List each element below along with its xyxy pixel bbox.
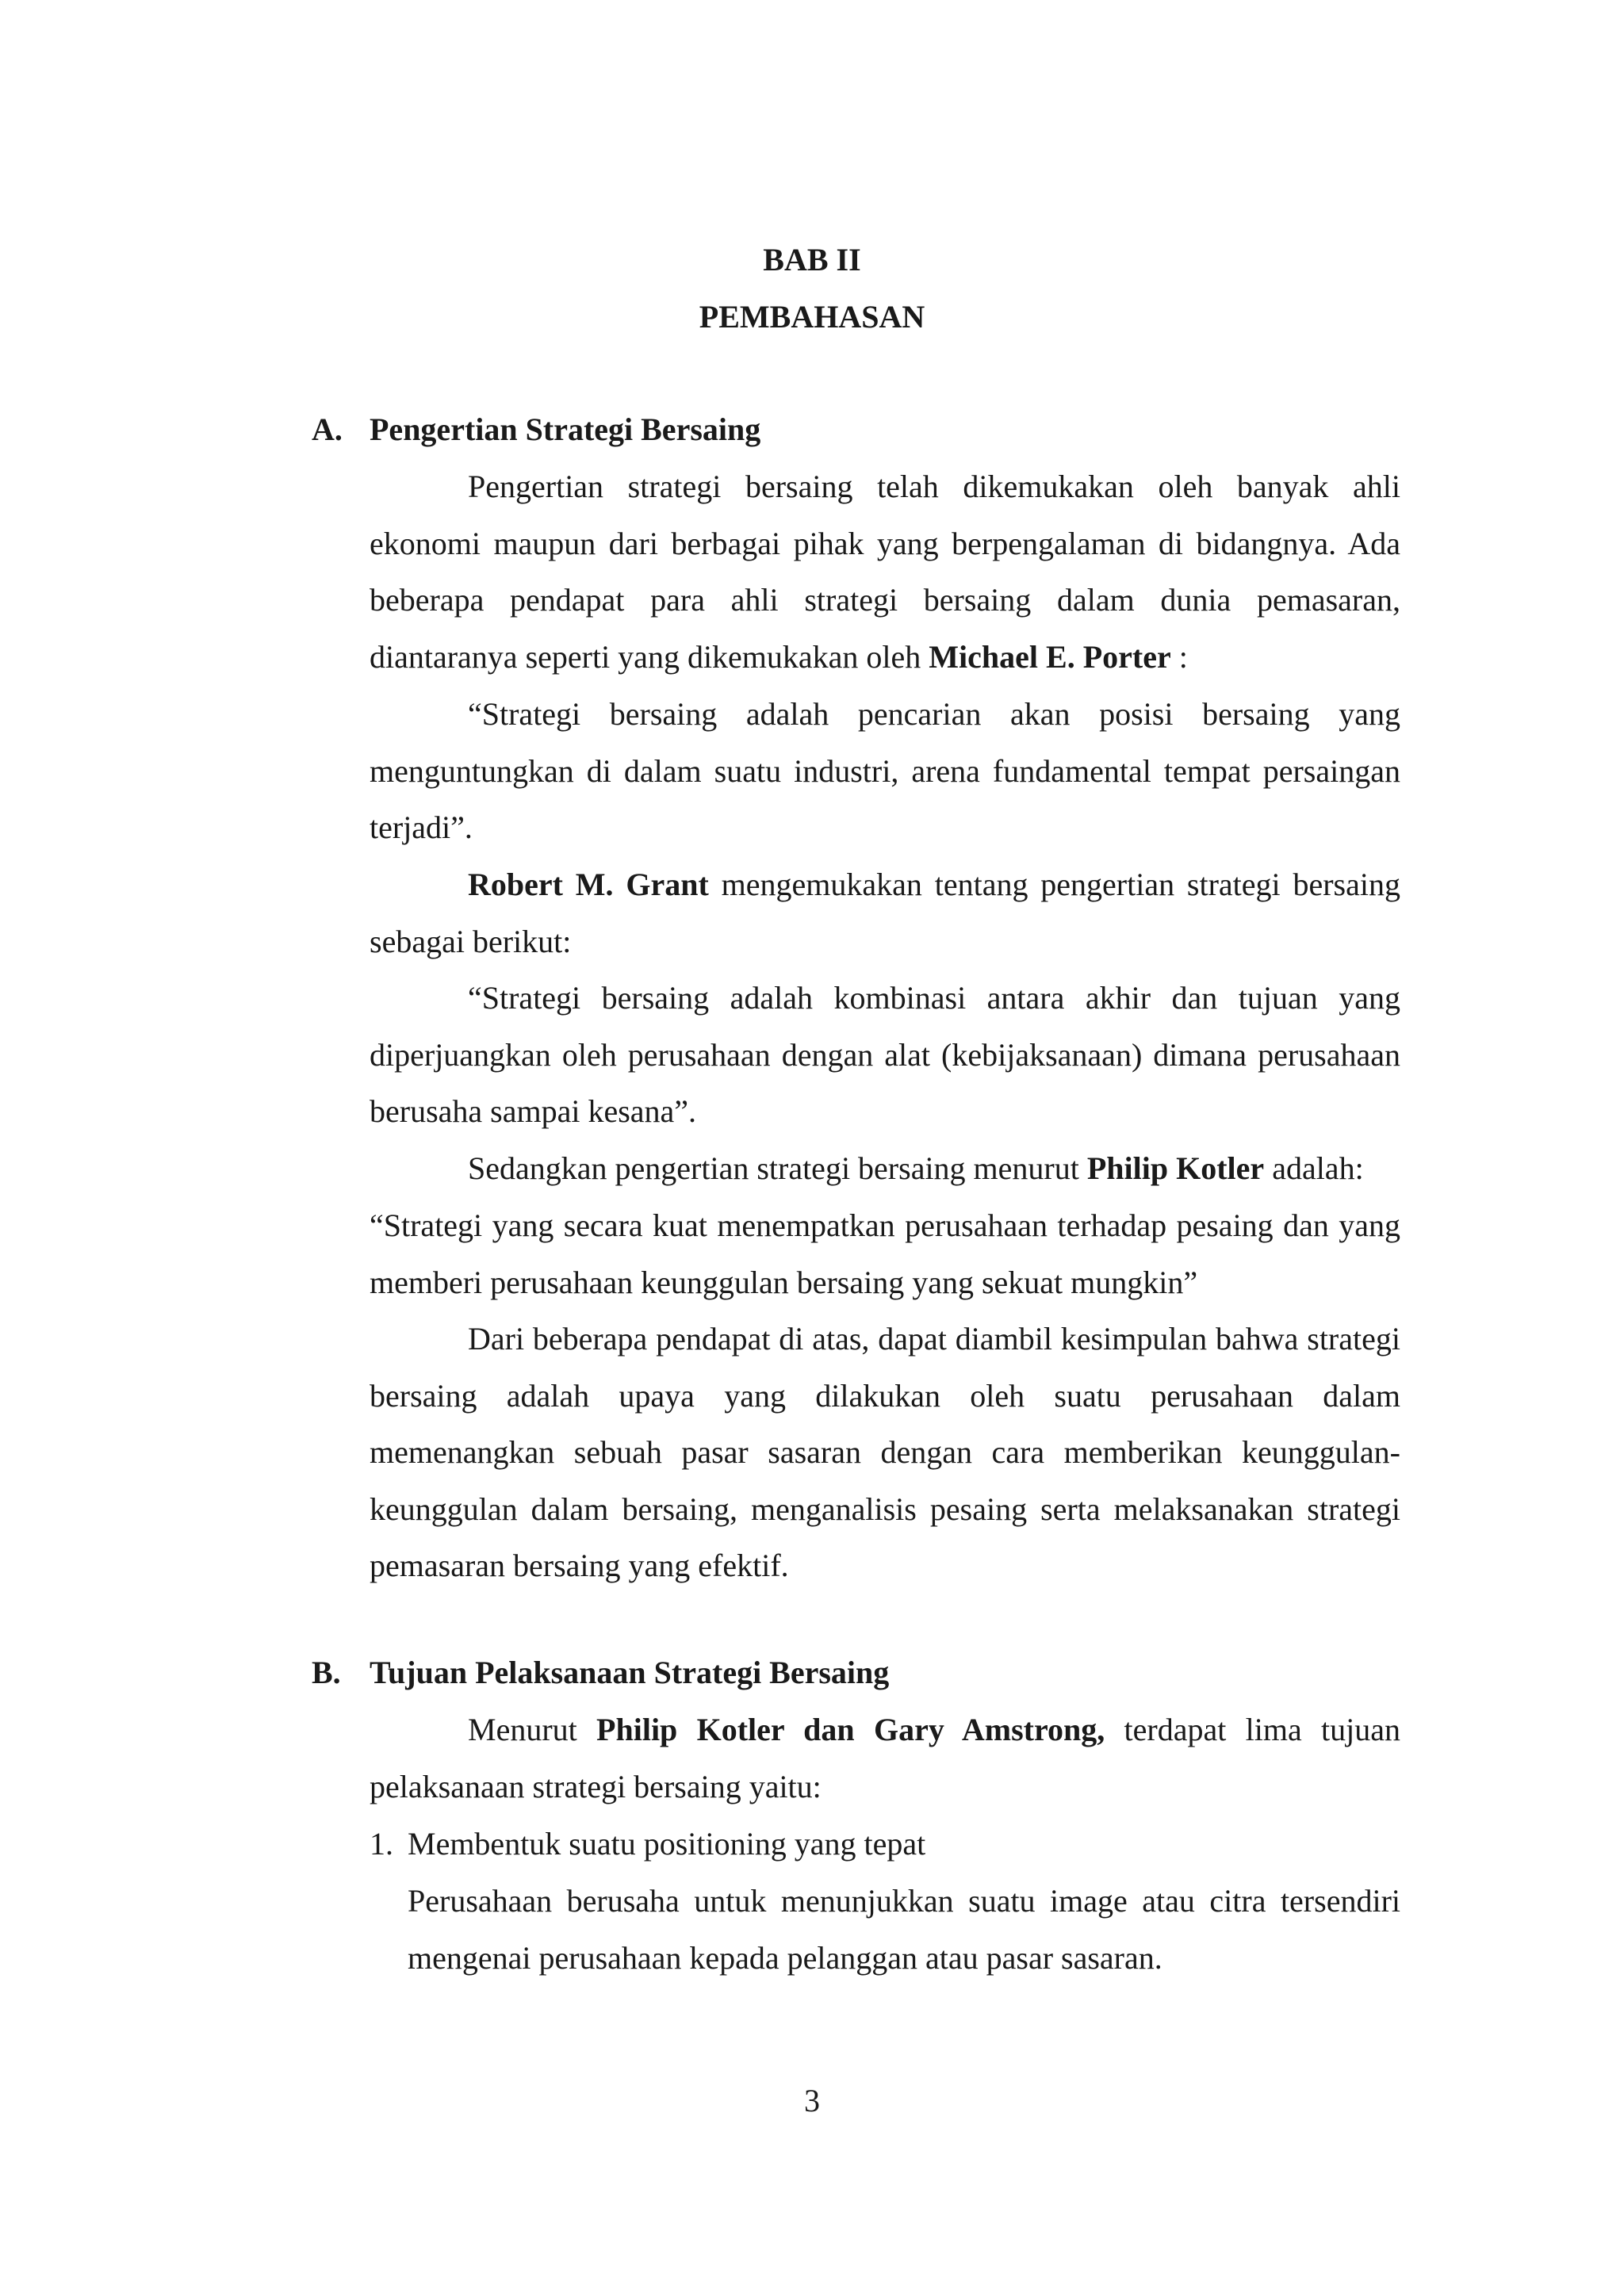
- section-a-paragraph-1: [370, 458, 1400, 685]
- paragraph-text: mengemukakan tentang pengertian strategi bersaing sebagai berikut:: [370, 867, 1400, 959]
- quote-porter: “Strategi bersaing adalah pencarian akan posisi bersaing yang menguntungkan di dalam suatu industri, arena fundamental tempat persaingan terjadi”.: [370, 696, 1400, 845]
- paragraph-text: :: [1170, 638, 1188, 675]
- author-name: Robert M. Grant: [468, 867, 709, 902]
- paragraph-text: Pengertian strategi bersaing telah dikemukakan oleh banyak ahli ekonomi maupun dari berbagai pihak yang berpengalaman di bidangnya. Ada beberapa pendapat para ahli strategi bersaing dalam dunia pemasaran, diantaranya seperti yang dikemukakan oleh: [370, 469, 1400, 675]
- author-name: Michael E. Porter: [929, 638, 1171, 675]
- section-a-conclusion: Dari beberapa pendapat di atas, dapat diambil kesimpulan bahwa strategi bersaing adalah upaya yang dilakukan oleh suatu perusahaan dalam memenangkan sebuah pasar sasaran dengan cara memberikan keunggulan-keunggulan dalam bersaing, menganalisis pesaing serta melaksanakan strategi pemasaran bersaing yang efektif.: [370, 1321, 1400, 1583]
- author-name: Philip Kotler dan Gary Amstrong,: [596, 1712, 1105, 1747]
- section-b-letter: B.: [312, 1655, 341, 1690]
- chapter-title: PEMBAHASAN: [699, 299, 925, 335]
- section-a-paragraph-2: [370, 856, 1400, 970]
- list-item-body: Perusahaan berusaha untuk menunjukkan suatu image atau citra tersendiri mengenai perusahaan kepada pelanggan atau pasar sasaran.: [408, 1883, 1400, 1976]
- chapter-number: BAB II: [763, 242, 861, 277]
- section-b-heading: [312, 1657, 889, 1689]
- list-item-title: Membentuk suatu positioning yang tepat: [408, 1826, 926, 1862]
- paragraph-text: terdapat lima tujuan pelaksanaan strategi bersaing yaitu:: [370, 1712, 1400, 1804]
- list-item: [370, 1828, 1400, 1860]
- section-a-paragraph-3: [370, 1140, 1400, 1197]
- section-b-title: Tujuan Pelaksanaan Strategi Bersaing: [370, 1655, 890, 1690]
- author-name: Philip Kotler: [1086, 1150, 1265, 1186]
- paragraph-text: Sedangkan pengertian strategi bersaing menurut: [468, 1150, 1087, 1186]
- quote-grant: “Strategi bersaing adalah kombinasi antara akhir dan tujuan yang diperjuangkan oleh perusahaan dengan alat (kebijaksanaan) dimana perusahaan berusaha sampai kesana”.: [370, 980, 1400, 1129]
- section-a-heading: [312, 411, 761, 447]
- list-item-number: 1.: [370, 1826, 393, 1862]
- section-a-title: Pengertian Strategi Bersaing: [370, 411, 761, 447]
- section-b-paragraph-1: [370, 1701, 1400, 1815]
- section-a-letter: A.: [312, 411, 343, 447]
- paragraph-text: adalah:: [1264, 1150, 1364, 1186]
- paragraph-text: Menurut: [468, 1712, 597, 1747]
- page-number: 3: [804, 2083, 820, 2118]
- quote-kotler: “Strategi yang secara kuat menempatkan perusahaan terhadap pesaing dan yang memberi perusahaan keunggulan bersaing yang sekuat mungkin”: [370, 1207, 1400, 1300]
